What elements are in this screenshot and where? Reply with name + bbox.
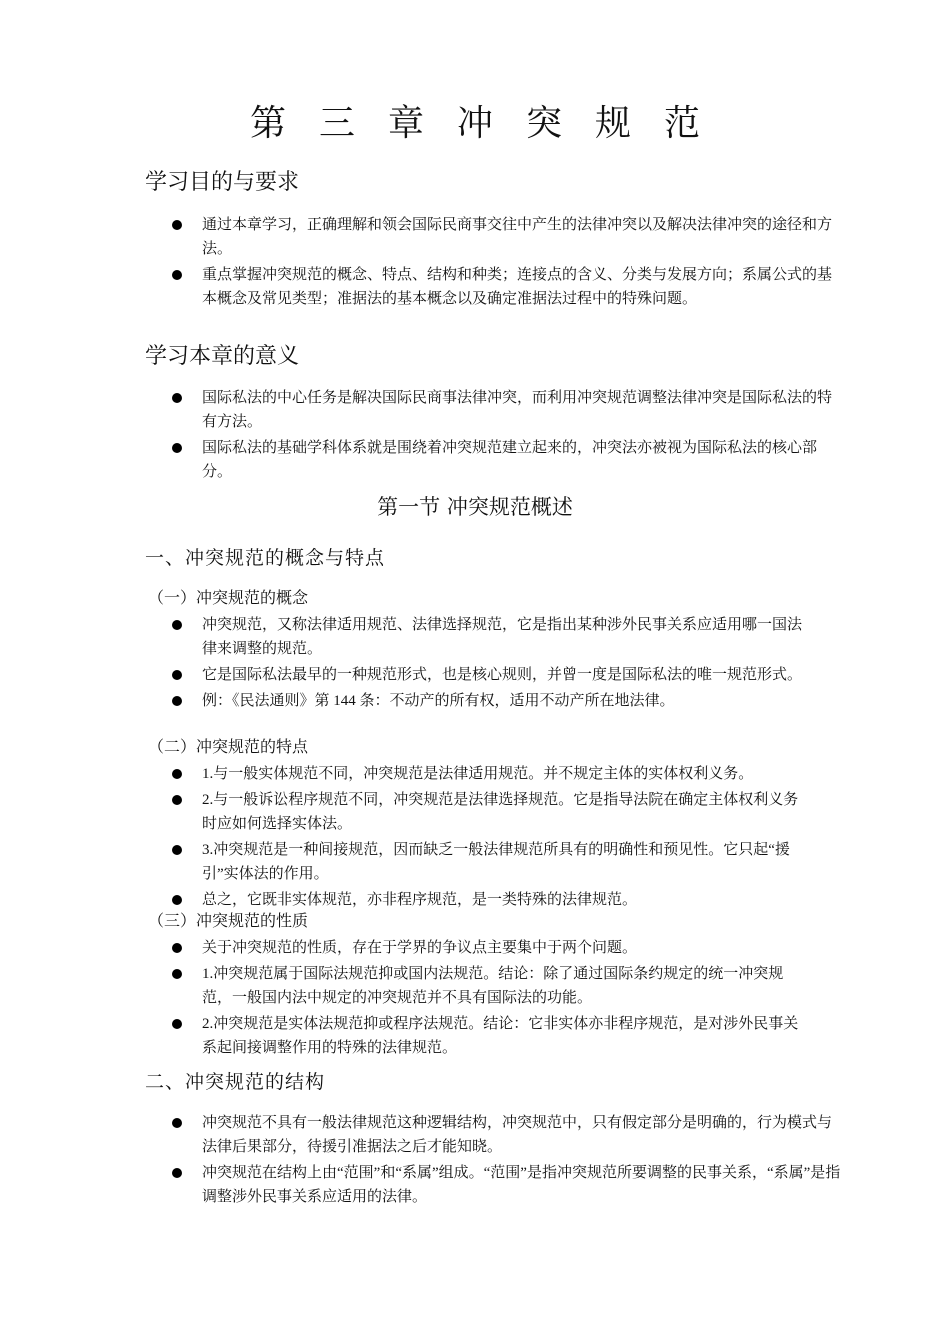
sub3-list (172, 936, 812, 1062)
bullet-icon (172, 969, 182, 979)
significance-list (172, 386, 842, 486)
list-item: 冲突规范在结构上由“范围”和“系属”组成。“范围”是指冲突规范所要调整的民事关系，“系属”是指调整涉外民事关系应适用的法律。 (172, 1161, 842, 1209)
sub3-heading: （三）冲突规范的性质 (148, 911, 309, 930)
bullet-icon (172, 1118, 182, 1128)
bullet-icon (172, 1019, 182, 1029)
chapter-title: 第三章冲突规范 (249, 103, 733, 144)
sub1-heading: （一）冲突规范的概念 (148, 588, 309, 607)
list-item: 1.冲突规范属于国际法规范抑或国内法规范。结论：除了通过国际条约规定的统一冲突规范，一般国内法中规定的冲突规范并不具有国际法的功能。 (172, 962, 812, 1010)
bullet-icon (172, 795, 182, 805)
list-item: 国际私法的基础学科体系就是围绕着冲突规范建立起来的，冲突法亦被视为国际私法的核心部分。 (172, 436, 842, 484)
list-item: 冲突规范，又称法律适用规范、法律选择规范，它是指出某种涉外民事关系应适用哪一国法律来调整的规范。 (172, 613, 812, 661)
list-item: 例：《民法通则》第 144 条：不动产的所有权，适用不动产所在地法律。 (172, 689, 812, 713)
part2-list (172, 1111, 842, 1211)
goals-heading: 学习目的与要求 (145, 170, 300, 195)
bullet-icon (172, 769, 182, 779)
list-item: 3.冲突规范是一种间接规范，因而缺乏一般法律规范所具有的明确性和预见性。它只起“援引”实体法的作用。 (172, 838, 812, 886)
part2-heading: 二、冲突规范的结构 (145, 1071, 326, 1093)
sub2-list (172, 762, 812, 914)
bullet-icon (172, 1168, 182, 1178)
bullet-icon (172, 696, 182, 706)
list-item: 重点掌握冲突规范的概念、特点、结构和种类；连接点的含义、分类与发展方向；系属公式的基本概念及常见类型；准据法的基本概念以及确定准据法过程中的特殊问题。 (172, 263, 842, 311)
bullet-icon (172, 620, 182, 630)
bullet-icon (172, 845, 182, 855)
list-item: 通过本章学习，正确理解和领会国际民商事交往中产生的法律冲突以及解决法律冲突的途径和方法。 (172, 213, 842, 261)
list-item: 关于冲突规范的性质，存在于学界的争议点主要集中于两个问题。 (172, 936, 812, 960)
bullet-icon (172, 270, 182, 280)
section-title: 第一节 冲突规范概述 (377, 495, 573, 519)
list-item: 它是国际私法最早的一种规范形式，也是核心规则，并曾一度是国际私法的唯一规范形式。 (172, 663, 812, 687)
goals-list (172, 213, 842, 313)
bullet-icon (172, 670, 182, 680)
list-item: 2.冲突规范是实体法规范抑或程序法规范。结论：它非实体亦非程序规范，是对涉外民事关系起间接调整作用的特殊的法律规范。 (172, 1012, 812, 1060)
bullet-icon (172, 393, 182, 403)
sub1-list (172, 613, 812, 715)
list-item: 冲突规范不具有一般法律规范这种逻辑结构，冲突规范中，只有假定部分是明确的，行为模式与法律后果部分，待援引准据法之后才能知晓。 (172, 1111, 842, 1159)
bullet-icon (172, 220, 182, 230)
part1-heading: 一、冲突规范的概念与特点 (145, 547, 386, 569)
list-item: 总之，它既非实体规范，亦非程序规范，是一类特殊的法律规范。 (172, 888, 812, 912)
sub2-heading: （二）冲突规范的特点 (148, 737, 309, 756)
list-item: 国际私法的中心任务是解决国际民商事法律冲突，而利用冲突规范调整法律冲突是国际私法的特有方法。 (172, 386, 842, 434)
significance-heading: 学习本章的意义 (145, 344, 300, 369)
bullet-icon (172, 443, 182, 453)
list-item: 1.与一般实体规范不同，冲突规范是法律适用规范。并不规定主体的实体权利义务。 (172, 762, 812, 786)
bullet-icon (172, 895, 182, 905)
list-item: 2.与一般诉讼程序规范不同，冲突规范是法律选择规范。它是指导法院在确定主体权利义务时应如何选择实体法。 (172, 788, 812, 836)
bullet-icon (172, 943, 182, 953)
